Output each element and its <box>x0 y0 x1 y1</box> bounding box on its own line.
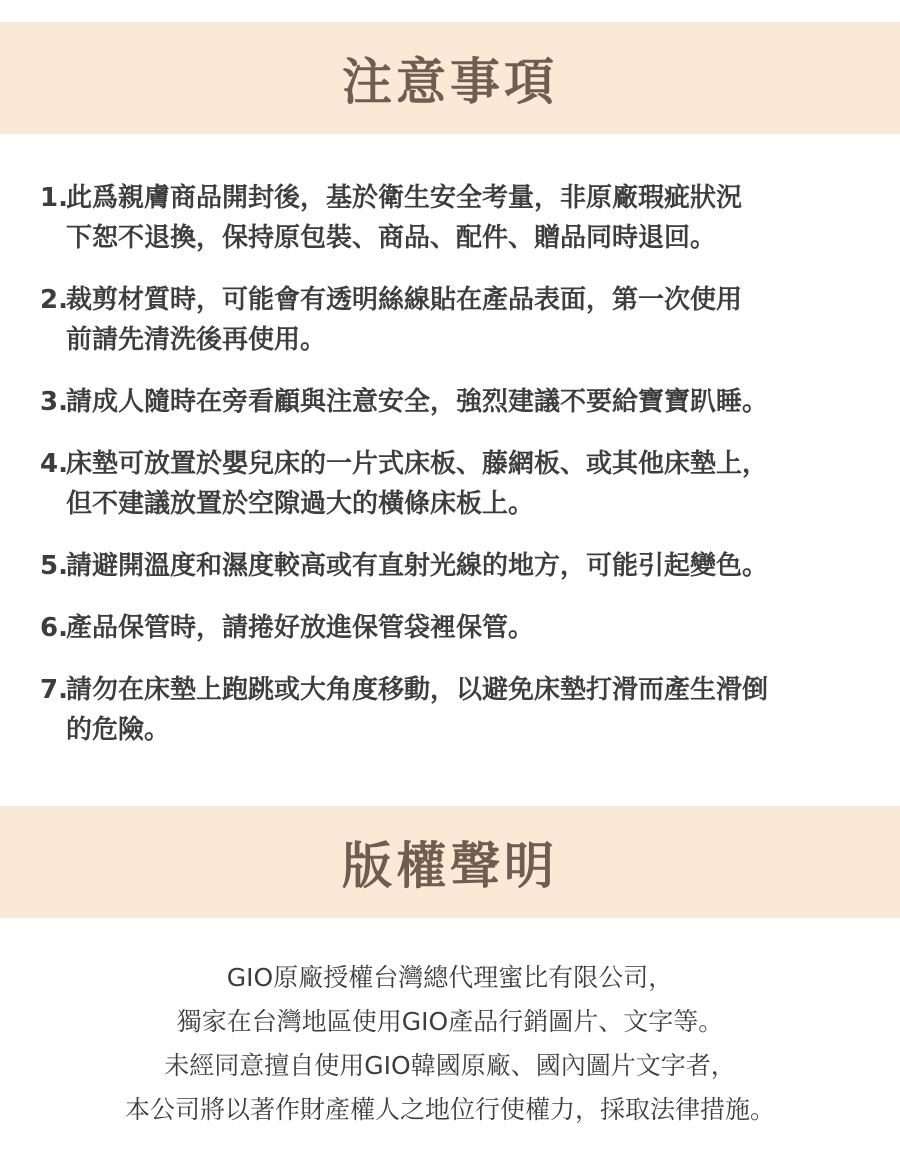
notice-item-number: 4. <box>40 449 68 479</box>
notice-item-line: 前請先清洗後再使用。 <box>66 325 327 355</box>
copyright-statement <box>0 956 900 1132</box>
notice-item-line: 的危險。 <box>66 715 171 745</box>
notice-item-line: 此爲親膚商品開封後，基於衛生安全考量，非原廠瑕疵狀況 <box>66 183 743 213</box>
notice-item-line: 下恕不退換，保持原包裝、商品、配件、贈品同時退回。 <box>66 223 717 253</box>
notice-item-number: 1. <box>40 183 68 213</box>
notice-list <box>40 178 890 750</box>
notice-item-5 <box>40 546 890 586</box>
copyright-line: 本公司將以著作財產權人之地位行使權力，採取法律措施。 <box>124 1095 775 1124</box>
copyright-title: 版權聲明 <box>342 837 558 895</box>
notice-item-line: 產品保管時，請捲好放進保管袋裡保管。 <box>66 613 535 643</box>
notice-item-7 <box>40 670 890 750</box>
notice-item-line: 請成人隨時在旁看顧與注意安全，強烈建議不要給寶寶趴睡。 <box>66 387 769 417</box>
notice-item-number: 5. <box>40 551 68 581</box>
notice-item-text <box>66 608 890 648</box>
notice-item-line: 床墊可放置於嬰兒床的一片式床板、藤網板、或其他床墊上， <box>66 449 769 479</box>
notice-item-2 <box>40 280 890 360</box>
copyright-line: 未經同意擅自使用GIO韓國原廠、國內圖片文字者， <box>164 1051 736 1080</box>
notice-item-3 <box>40 382 890 422</box>
copyright-line: 獨家在台灣地區使用GIO產品行銷圖片、文字等。 <box>176 1007 724 1036</box>
notice-item-number: 6. <box>40 613 68 643</box>
notice-item-text <box>66 670 890 750</box>
notice-item-text <box>66 280 890 360</box>
notice-item-line: 但不建議放置於空隙過大的橫條床板上。 <box>66 489 535 519</box>
copyright-line: GIO原廠授權台灣總代理蜜比有限公司， <box>226 963 674 992</box>
notice-item-number: 7. <box>40 675 68 705</box>
notice-item-number: 2. <box>40 285 68 315</box>
notice-title: 注意事項 <box>342 53 558 111</box>
notice-item-line: 請勿在床墊上跑跳或大角度移動，以避免床墊打滑而產生滑倒 <box>66 675 769 705</box>
copyright-header-band <box>0 806 900 918</box>
notice-item-text <box>66 382 890 422</box>
notice-item-line: 裁剪材質時，可能會有透明絲線貼在產品表面，第一次使用 <box>66 285 743 315</box>
notice-item-line: 請避開溫度和濕度較高或有直射光線的地方，可能引起變色。 <box>66 551 769 581</box>
notice-item-text <box>66 546 890 586</box>
notice-item-6 <box>40 608 890 648</box>
notice-item-4 <box>40 444 890 524</box>
notice-item-text <box>66 178 890 258</box>
notice-item-text <box>66 444 890 524</box>
notice-header-band <box>0 22 900 134</box>
notice-item-1 <box>40 178 890 258</box>
notice-item-number: 3. <box>40 387 68 417</box>
